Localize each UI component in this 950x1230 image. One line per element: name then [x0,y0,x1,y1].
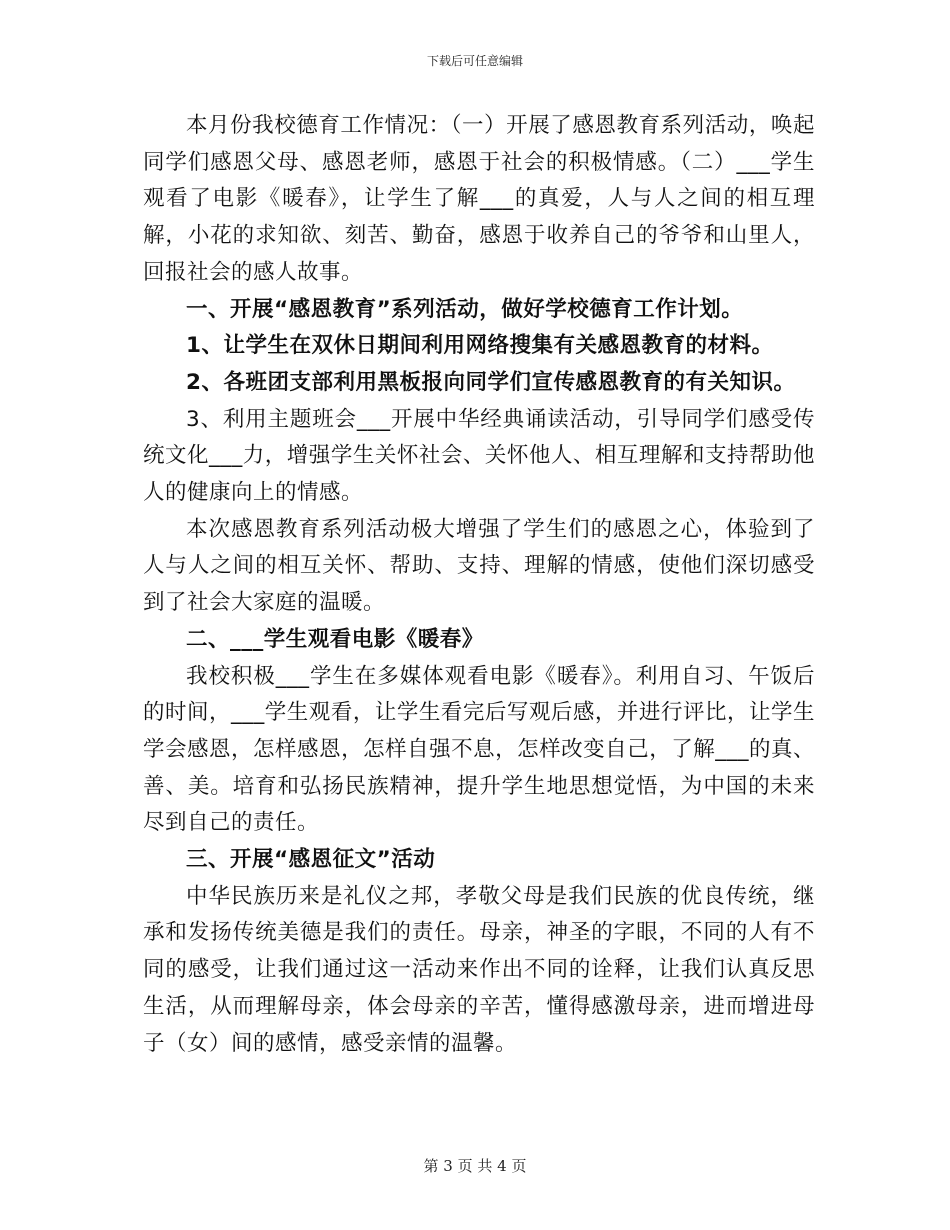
paragraph-essay: 中华民族历来是礼仪之邦，孝敬父母是我们民族的优良传统，继承和发扬传统美德是我们的责任。母亲，神圣的字眼，不同的人有不同的感受，让我们通过这一活动来作出不同的诠释，让我们认真反思生活，从而理解母亲，体会母亲的辛苦，懂得感激母亲，进而增进母子（女）间的感情，感受亲情的温馨。 [143,883,815,1056]
list-item-3: 3、利用主题班会___开展中华经典诵读活动，引导同学们感受传统文化___力，增强学生关怀社会、关怀他人、相互理解和支持帮助他人的健康向上的情感。 [143,406,815,506]
paragraph-movie: 我校积极___学生在多媒体观看电影《暖春》。利用自习、午饭后的时间，___学生观看，让学生看完后写观后感，并进行评比，让学生学会感恩，怎样感恩，怎样自强不息，怎样改变自己，了解___的真、善、美。培育和弘扬民族精神，提升学生地思想觉悟，为中国的未来尽到自己的责任。 [143,663,815,836]
page-number: 第 3 页 共 4 页 [423,1157,527,1175]
section-heading-1: 一、开展“感恩教育”系列活动，做好学校德育工作计划。 [186,296,744,322]
paragraph-intro: 本月份我校德育工作情况：（一）开展了感恩教育系列活动，唤起同学们感恩父母、感恩老师，感恩于社会的积极情感。（二）___学生观看了电影《暖春》，让学生了解___的真爱，人与人之间的相互理解，小花的求知欲、刻苦、勤奋，感恩于收养自己的爷爷和山里人，回报社会的感人故事。 [143,113,815,285]
document-body [143,108,815,1062]
list-item-2: 2、各班团支部利用黑板报向同学们宣传感恩教育的有关知识。 [186,369,796,395]
section-heading-3: 三、开展“感恩征文”活动 [186,847,436,873]
list-item-1: 1、让学生在双休日期间利用网络搜集有关感恩教育的材料。 [186,333,774,359]
section-heading-2: 二、___学生观看电影《暖春》 [186,626,484,652]
page-header: 下载后可任意编辑 [426,54,523,68]
paragraph-summary: 本次感恩教育系列活动极大增强了学生们的感恩之心，体验到了人与人之间的相互关怀、帮助、支持、理解的情感，使他们深切感受到了社会大家庭的温暖。 [143,516,815,616]
